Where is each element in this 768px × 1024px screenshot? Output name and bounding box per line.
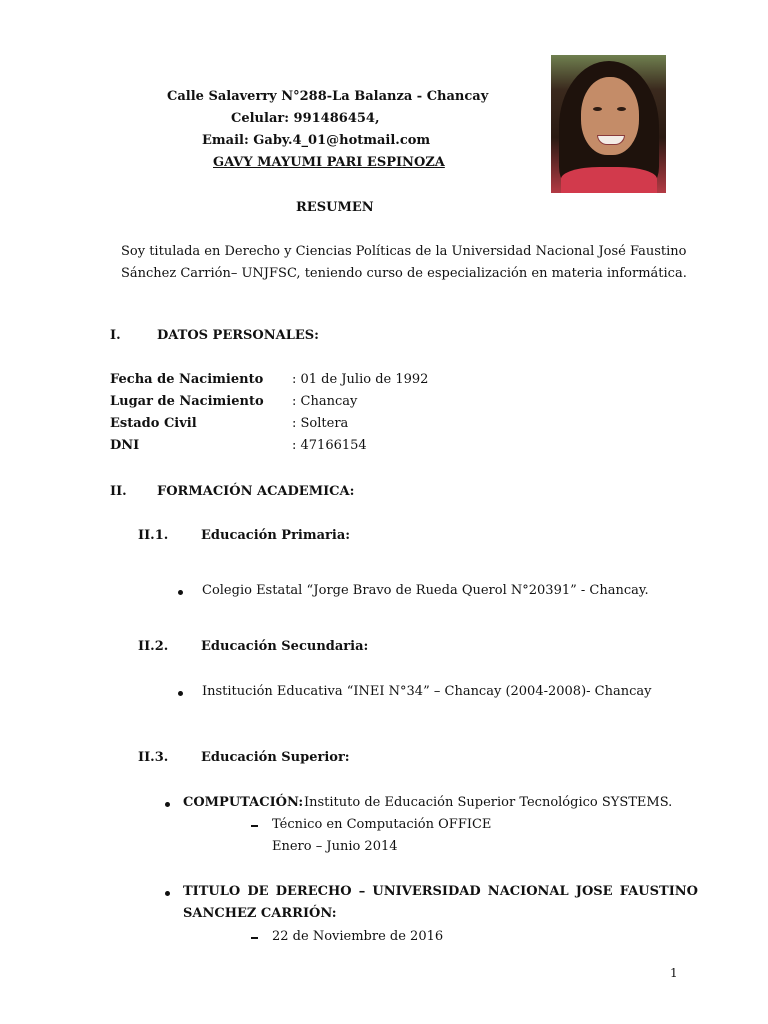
section-1-number: I. (110, 328, 121, 343)
computing-dates: Enero – Junio 2014 (272, 839, 398, 854)
bullet-icon (165, 802, 170, 807)
personal-label-birthdate: Fecha de Nacimiento (110, 372, 264, 387)
section-1-title: DATOS PERSONALES: (157, 328, 319, 343)
secondary-number: II.2. (138, 639, 169, 654)
page-number: 1 (670, 966, 678, 980)
computing-institute: Instituto de Educación Superior Tecnológico SYSTEMS. (304, 795, 673, 810)
summary-line-2: Sánchez Carrión– UNJFSC, teniendo curso de especialización en materia informática. (121, 266, 687, 281)
bullet-icon (178, 590, 183, 595)
photo-eye-right (617, 107, 626, 111)
address-line: Calle Salaverry N°288-La Balanza - Chancay (167, 89, 489, 104)
superior-number: II.3. (138, 750, 169, 765)
personal-value-dni: : 47166154 (292, 438, 367, 453)
personal-value-birthdate: : 01 de Julio de 1992 (292, 372, 429, 387)
degree-title-line-1: TITULO DE DERECHO – UNIVERSIDAD NACIONAL JOSE FAUSTINO (183, 884, 698, 899)
summary-line-1: Soy titulada en Derecho y Ciencias Políticas de la Universidad Nacional José Faustino (121, 244, 687, 259)
degree-title-line-2: SANCHEZ CARRIÓN: (183, 906, 337, 921)
primary-school: Colegio Estatal “Jorge Bravo de Rueda Querol N°20391” - Chancay. (202, 583, 649, 598)
degree-date: 22 de Noviembre de 2016 (272, 929, 444, 944)
secondary-school: Institución Educativa “INEI N°34” – Chancay (2004-2008)- Chancay (202, 684, 652, 699)
phone-line: Celular: 991486454, (231, 111, 380, 126)
dash-icon (251, 825, 258, 827)
superior-title: Educación Superior: (201, 750, 350, 765)
personal-label-dni: DNI (110, 438, 140, 453)
full-name: GAVY MAYUMI PARI ESPINOZA (213, 155, 445, 170)
photo-eye-left (593, 107, 602, 111)
bullet-icon (165, 891, 170, 896)
section-2-title: FORMACIÓN ACADEMICA: (157, 484, 355, 499)
personal-label-birthplace: Lugar de Nacimiento (110, 394, 264, 409)
photo-shirt (561, 167, 657, 193)
secondary-title: Educación Secundaria: (201, 639, 369, 654)
primary-title: Educación Primaria: (201, 528, 351, 543)
email-line: Email: Gaby.4_01@hotmail.com (202, 133, 431, 148)
bullet-icon (178, 691, 183, 696)
section-2-number: II. (110, 484, 127, 499)
summary-title: RESUMEN (296, 200, 374, 215)
computing-label: COMPUTACIÓN: (183, 795, 304, 810)
profile-photo (551, 55, 666, 193)
primary-number: II.1. (138, 528, 169, 543)
dash-icon (251, 937, 258, 939)
computing-diploma: Técnico en Computación OFFICE (272, 817, 492, 832)
personal-label-civil-status: Estado Civil (110, 416, 197, 431)
personal-value-civil-status: : Soltera (292, 416, 349, 431)
personal-value-birthplace: : Chancay (292, 394, 358, 409)
